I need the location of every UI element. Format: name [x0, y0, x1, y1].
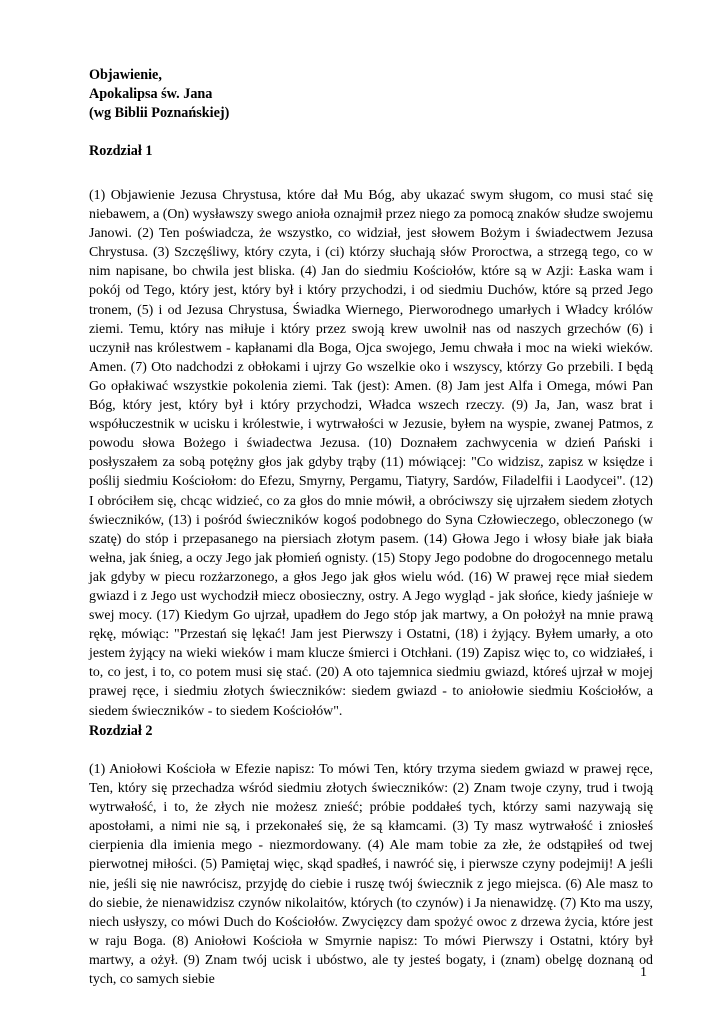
chapter-2-heading: Rozdział 2	[89, 723, 153, 739]
chapter-1-heading: Rozdział 1	[89, 143, 153, 159]
document-page	[89, 66, 653, 988]
chapter-2-text: (1) Aniołowi Kościoła w Efezie napisz: To mówi Ten, który trzyma siedem gwiazd w prawej ręce, Ten, który się przechadza wśród siedmiu złotych świeczników: (2) Znam twoje czyny, trud i twoją wytrwałość, i to, że złych nie możesz znieść; próbie poddałeś tych, którzy sami nazywają się apostołami, a nimi nie są, i przekonałeś się, że są kłamcami. (3) Ty masz wytrwałość i zniosłeś cierpienia dla imienia mego - niezmordowany. (4) Ale mam tobie za złe, że odstąpiłeś od twej pierwotnej miłości. (5) Pamiętaj więc, skąd spadłeś, i nawróć się, i pierwsze czyny podejmij! A jeśli nie, jeśli się nie nawrócisz, przyjdę do ciebie i ruszę twój świecznik z jego miejsca. (6) Ale masz to do siebie, że nienawidzisz czynów nikolaitów, których (to czynów) i Ja nienawidzę. (7) Kto ma uszy, niech usłyszy, co mówi Duch do Kościołów. Zwycięzcy dam spożyć owoc z drzewa życia, które jest w raju Boga. (8) Aniołowi Kościoła w Smyrnie napisz: To mówi Pierwszy i Ostatni, który był martwy, a ożył. (9) Znam twój ucisk i ubóstwo, ale ty jesteś bogaty, i (znam) obelgę doznaną od tych, co samych siebie	[89, 762, 653, 988]
title-line-2: Apokalipsa św. Jana	[89, 86, 213, 102]
document-title	[89, 66, 653, 161]
page-number: 1	[640, 965, 647, 980]
chapter-1-text: (1) Objawienie Jezusa Chrystusa, które dał Mu Bóg, aby ukazać swym sługom, co musi stać się niebawem, a (On) wysławszy swego anioła oznajmił przez niego za pomocą znaków słudze swojemu Janowi. (2) Ten poświadcza, że wszystko, co widział, jest słowem Bożym i świadectwem Jezusa Chrystusa. (3) Szczęśliwy, który czyta, i (ci) którzy słuchają słów Proroctwa, a strzegą tego, co w nim napisane, bo chwila jest bliska. (4) Jan do siedmiu Kościołów, które są w Azji: Łaska wam i pokój od Tego, który jest, który był i który przychodzi, i od siedmiu Duchów, które są przed Jego tronem, (5) i od Jezusa Chrystusa, Świadka Wiernego, Pierworodnego umarłych i Władcy królów ziemi. Temu, który nas miłuje i który przez swoją krew uwolnił nas od naszych grzechów (6) i uczynił nas królestwem - kapłanami dla Boga, Ojca swojego, Jemu chwała i moc na wieki wieków. Amen. (7) Oto nadchodzi z obłokami i ujrzy Go wszelkie oko i wszyscy, którzy Go przebili. I będą Go opłakiwać wszystkie pokolenia ziemi. Tak (jest): Amen. (8) Jam jest Alfa i Omega, mówi Pan Bóg, który jest, który był i który przychodzi, Władca wszech rzeczy. (9) Ja, Jan, wasz brat i współuczestnik w ucisku i królestwie, i wytrwałości w Jezusie, byłem na wyspie, zwanej Patmos, z powodu słowa Bożego i świadectwa Jezusa. (10) Doznałem zachwycenia w dzień Pański i posłyszałem za sobą potężny głos jak gdyby trąby (11) mówiącej: "Co widzisz, zapisz w księdze i poślij siedmiu Kościołom: do Efezu, Smyrny, Pergamu, Tiatyry, Sardów, Filadelfii i Laodycei". (12) I obróciłem się, chcąc widzieć, co za głos do mnie mówił, a obróciwszy się ujrzałem siedem złotych świeczników, (13) i pośród świeczników kogoś podobnego do Syna Człowieczego, obleczonego (w szatę) do stóp i przepasanego na piersiach złotym pasem. (14) Głowa Jego i włosy białe jak biała wełna, jak śnieg, a oczy Jego jak płomień ognisty. (15) Stopy Jego podobne do drogocennego metalu jak gdyby w piecu rozżarzonego, a głos Jego jak głos wielu wód. (16) W prawej ręce miał siedem gwiazd i z Jego ust wychodził miecz obosieczny, ostry. A Jego wygląd - jak słońce, kiedy jaśnieje w swej mocy. (17) Kiedym Go ujrzał, upadłem do Jego stóp jak martwy, a On położył na mnie prawą rękę, mówiąc: "Przestań się lękać! Jam jest Pierwszy i Ostatni, (18) i żyjący. Byłem umarły, a oto jestem żyjący na wieki wieków i mam klucze śmierci i Otchłani. (19) Zapisz więc to, co widziałeś, i to, co jest, i to, co potem musi się stać. (20) A oto tajemnica siedmiu gwiazd, któreś ujrzał w mojej prawej ręce, i siedmiu złotych świeczników: siedem gwiazd - to aniołowie siedmiu Kościołów, a siedem świeczników - to siedem Kościołów".	[89, 188, 653, 719]
title-line-3: (wg Biblii Poznańskiej)	[89, 105, 230, 121]
title-line-1: Objawienie,	[89, 67, 162, 83]
